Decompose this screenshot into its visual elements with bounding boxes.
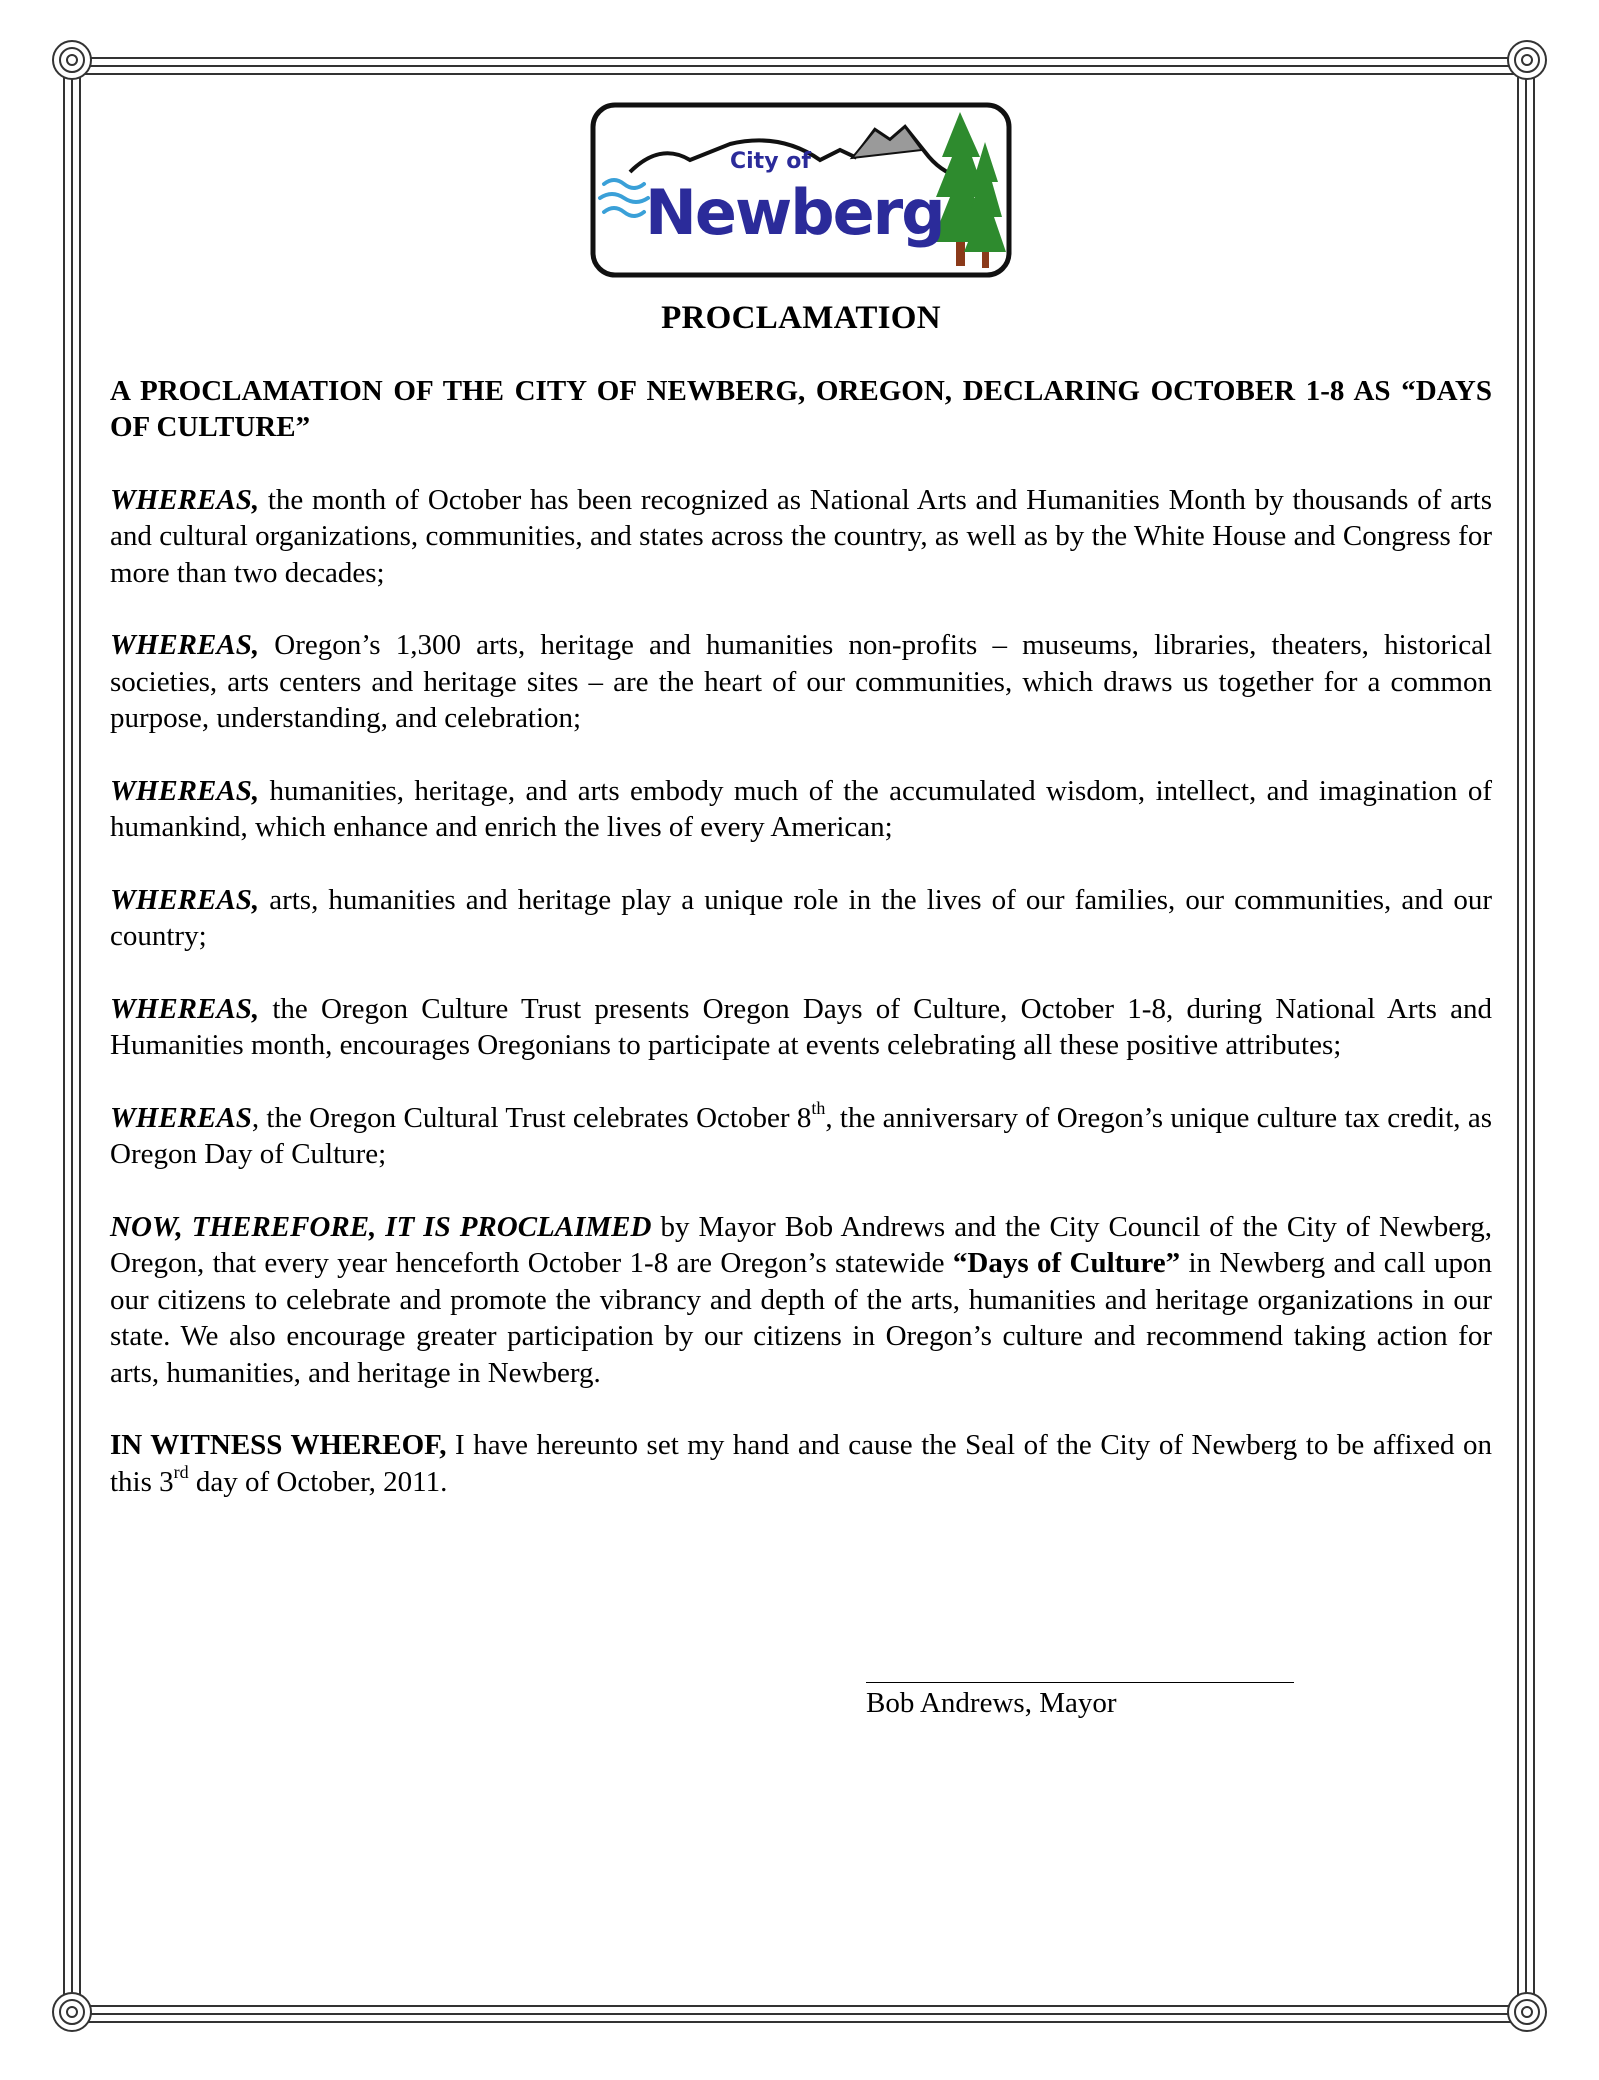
whereas-clause-6: WHEREAS, the Oregon Cultural Trust celebrates October 8th, the anniversary of Oregon’s unique culture tax credit, as Oregon Day of Culture; (110, 1097, 1493, 1170)
proclaimed-clause: NOW, THEREFORE, IT IS PROCLAIMED by Mayor Bob Andrews and the City Council of the City of Newberg, Oregon, that every year henceforth October 1-8 are Oregon’s statewide “Days of Culture” in Newberg and call upon our citizens to celebrate and promote the vibrancy and depth of the arts, humanities and heritage organizations in our state. We also encourage greater participation by our citizens in Oregon’s culture and recommend taking action for arts, humanities, and heritage in Newberg. (110, 1210, 1493, 1389)
proclamation-heading: A PROCLAMATION OF THE CITY OF NEWBERG, OREGON, DECLARING OCTOBER 1-8 AS “DAYS OF CULTURE” (110, 374, 1492, 443)
logo-newberg: Newberg (645, 176, 944, 249)
proclamation-body (110, 300, 1492, 1536)
signature-block (866, 1682, 1296, 1721)
city-logo (590, 102, 1012, 278)
whereas-clause-5: WHEREAS, the Oregon Culture Trust presents Oregon Days of Culture, October 1-8, during National Arts and Humanities month, encourages Oregonians to participate at events celebrating all these positive attributes; (110, 992, 1492, 1061)
whereas-clause-2: WHEREAS, Oregon’s 1,300 arts, heritage and humanities non-profits – museums, libraries, theaters, historical societies, arts centers and heritage sites – are the heart of our communities, which draws us together for a common purpose, understanding, and celebration; (110, 629, 1493, 734)
witness-clause: IN WITNESS WHEREOF, I have hereunto set my hand and cause the Seal of the City of Newberg to be affixed on this 3rd day of October, 2011. (110, 1429, 1492, 1498)
signer-name: Bob Andrews, Mayor (866, 1687, 1117, 1719)
document-title: PROCLAMATION (661, 300, 941, 336)
whereas-clause-4: WHEREAS, arts, humanities and heritage play a unique role in the lives of our families, our communities, and our country; (110, 883, 1492, 952)
whereas-clause-1: WHEREAS, the month of October has been recognized as National Arts and Humanities Month by thousands of arts and cultural organizations, communities, and states across the country, as well as by the White House and Congress for more than two decades; (110, 483, 1492, 589)
whereas-clause-3: WHEREAS, humanities, heritage, and arts embody much of the accumulated wisdom, intellect, and imagination of humankind, which enhance and enrich the lives of every American; (110, 774, 1493, 843)
logo-city-of: City of (730, 149, 811, 174)
signature-line (866, 1682, 1294, 1683)
